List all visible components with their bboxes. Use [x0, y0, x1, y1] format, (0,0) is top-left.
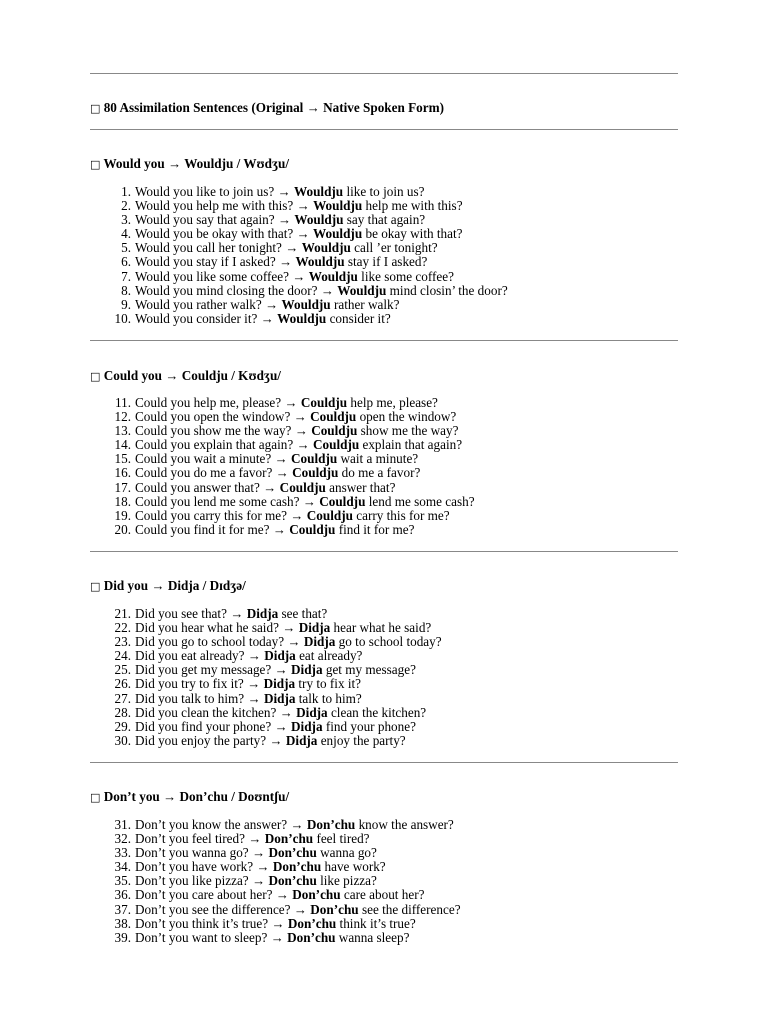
sentence-item	[100, 213, 508, 227]
sentence-item	[100, 860, 461, 874]
box-icon: □	[90, 158, 101, 171]
original-sentence: Could you do me a favor? →	[135, 465, 289, 481]
spoken-form: Couldju	[300, 395, 348, 410]
item-number: 17.	[114, 479, 131, 495]
original-sentence: Would you help me with this? →	[135, 198, 310, 214]
original-sentence: Could you help me, please? →	[135, 395, 298, 410]
item-number: 7.	[121, 268, 131, 284]
original-sentence: Did you go to school today? →	[135, 634, 301, 650]
sentence-item	[100, 481, 475, 495]
spoken-form: Couldju	[311, 423, 358, 439]
item-number: 19.	[114, 507, 131, 523]
sentence-list	[100, 607, 442, 748]
spoken-form: Didja	[291, 662, 323, 678]
sentence-remainder: call ’er tonight?	[354, 240, 438, 256]
item-number: 12.	[114, 409, 131, 425]
sentence-remainder: consider it?	[329, 310, 391, 326]
original-sentence: Would you mind closing the door? →	[135, 282, 334, 298]
spoken-form: Didja	[285, 732, 318, 748]
original-sentence: Don’t you like pizza? →	[135, 873, 266, 889]
section-heading	[90, 368, 281, 385]
original-sentence: Could you lend me some cash? →	[135, 493, 316, 509]
sentence-item	[100, 241, 508, 255]
sentence-item	[100, 874, 461, 888]
sentence-item	[100, 312, 508, 326]
spoken-form: Don’chu	[264, 831, 314, 847]
divider	[90, 73, 678, 74]
sentence-remainder: find your phone?	[325, 718, 416, 734]
sentence-item	[100, 523, 475, 537]
sentence-item	[100, 466, 475, 480]
item-number: 27.	[114, 690, 131, 706]
divider	[90, 551, 678, 552]
original-sentence: Did you see that? →	[135, 606, 244, 621]
sentence-remainder: know the answer?	[358, 817, 454, 832]
item-number: 18.	[114, 493, 131, 509]
box-icon: □	[90, 791, 101, 804]
item-number: 32.	[114, 831, 131, 847]
spoken-form: Wouldju	[281, 296, 331, 312]
spoken-form: Didja	[303, 634, 336, 650]
original-sentence: Did you talk to him? →	[135, 690, 261, 706]
spoken-form: Didja	[264, 648, 296, 664]
spoken-form: Wouldju	[294, 184, 344, 199]
sentence-item	[100, 424, 475, 438]
section-heading-text: Would you → Wouldju / Wʊdʒu/	[103, 156, 290, 171]
sentence-item	[100, 903, 461, 917]
item-number: 4.	[121, 226, 131, 242]
sentence-item	[100, 607, 442, 621]
sentence-remainder: enjoy the party?	[320, 732, 406, 748]
spoken-form: Wouldju	[308, 268, 358, 284]
spoken-form: Didja	[263, 676, 296, 692]
spoken-form: Couldju	[291, 451, 338, 467]
item-number: 6.	[121, 254, 131, 270]
sentence-remainder: open the window?	[359, 409, 457, 425]
sentence-remainder: get my message?	[325, 662, 416, 678]
spoken-form: Don’chu	[272, 859, 322, 875]
original-sentence: Would you consider it? →	[135, 310, 274, 326]
box-icon: □	[90, 580, 101, 593]
spoken-form: Didja	[298, 620, 331, 636]
spoken-form: Don’chu	[268, 873, 317, 889]
item-number: 2.	[121, 198, 131, 214]
item-number: 1.	[121, 184, 131, 199]
sentence-item	[100, 649, 442, 663]
original-sentence: Did you enjoy the party? →	[135, 732, 283, 748]
sentence-item	[100, 509, 475, 523]
spoken-form: Couldju	[289, 521, 336, 537]
sentence-item	[100, 438, 475, 452]
item-number: 38.	[114, 915, 131, 931]
sentence-item	[100, 734, 442, 748]
spoken-form: Wouldju	[337, 282, 387, 298]
spoken-form: Don’chu	[287, 929, 336, 945]
item-number: 16.	[114, 465, 131, 481]
spoken-form: Couldju	[306, 507, 353, 523]
sentence-remainder: rather walk?	[333, 296, 400, 312]
spoken-form: Didja	[263, 690, 296, 706]
sentence-remainder: eat already?	[299, 648, 363, 664]
sentence-remainder: help me with this?	[365, 198, 463, 214]
original-sentence: Would you like some coffee? →	[135, 268, 306, 284]
original-sentence: Don’t you know the answer? →	[135, 817, 304, 832]
original-sentence: Don’t you see the difference? →	[135, 901, 307, 917]
original-sentence: Don’t you feel tired? →	[135, 831, 262, 847]
original-sentence: Did you eat already? →	[135, 648, 261, 664]
sentence-item	[100, 227, 508, 241]
box-icon: □	[90, 370, 101, 383]
sentence-remainder: answer that?	[329, 479, 396, 495]
sentence-remainder: mind closin’ the door?	[389, 282, 508, 298]
sentence-list	[100, 818, 461, 945]
original-sentence: Could you wait a minute? →	[135, 451, 288, 467]
sentence-item	[100, 185, 508, 199]
divider	[90, 340, 678, 341]
spoken-form: Wouldju	[295, 254, 345, 270]
original-sentence: Did you hear what he said? →	[135, 620, 296, 636]
sentence-item	[100, 846, 461, 860]
spoken-form: Couldju	[313, 437, 360, 453]
section-heading-text: Could you → Couldju / Kʊdʒu/	[103, 368, 281, 383]
item-number: 20.	[114, 521, 131, 537]
sentence-remainder: say that again?	[346, 212, 426, 228]
document-title-text: 80 Assimilation Sentences (Original → Native Spoken Form)	[103, 100, 445, 115]
item-number: 28.	[114, 704, 131, 720]
divider	[90, 762, 678, 763]
spoken-form: Couldju	[292, 465, 339, 481]
sentence-remainder: wanna sleep?	[338, 929, 410, 945]
sentence-item	[100, 931, 461, 945]
spoken-form: Didja	[291, 718, 323, 734]
sentence-remainder: wait a minute?	[340, 451, 419, 467]
spoken-form: Don’chu	[292, 887, 341, 903]
original-sentence: Don’t you wanna go? →	[135, 845, 266, 861]
original-sentence: Don’t you think it’s true? →	[135, 915, 285, 931]
section-heading	[90, 578, 246, 595]
item-number: 9.	[121, 296, 131, 312]
item-number: 35.	[114, 873, 131, 889]
sentence-remainder: do me a favor?	[341, 465, 421, 481]
spoken-form: Couldju	[319, 493, 366, 509]
spoken-form: Couldju	[279, 479, 326, 495]
sentence-remainder: care about her?	[343, 887, 425, 903]
item-number: 29.	[114, 718, 131, 734]
section-heading	[90, 156, 289, 173]
sentence-remainder: find it for me?	[338, 521, 415, 537]
spoken-form: Wouldju	[301, 240, 351, 256]
spoken-form: Didja	[246, 606, 279, 621]
sentence-remainder: hear what he said?	[333, 620, 432, 636]
sentence-item	[100, 452, 475, 466]
original-sentence: Could you show me the way? →	[135, 423, 308, 439]
item-number: 31.	[114, 817, 131, 832]
sentence-remainder: like to join us?	[346, 184, 425, 199]
sentence-remainder: see that?	[281, 606, 328, 621]
original-sentence: Would you like to join us? →	[135, 184, 291, 199]
item-number: 10.	[114, 310, 131, 326]
original-sentence: Don’t you care about her? →	[135, 887, 289, 903]
spoken-form: Wouldju	[313, 226, 363, 242]
spoken-form: Wouldju	[313, 198, 363, 214]
item-number: 11.	[115, 395, 131, 410]
sentence-remainder: think it’s true?	[339, 915, 416, 931]
sentence-item	[100, 255, 508, 269]
spoken-form: Wouldju	[277, 310, 327, 326]
original-sentence: Would you call her tonight? →	[135, 240, 299, 256]
section-heading-text: Did you → Didja / Dɪdʒə/	[103, 578, 246, 593]
original-sentence: Would you rather walk? →	[135, 296, 279, 312]
original-sentence: Would you stay if I asked? →	[135, 254, 293, 270]
item-number: 13.	[114, 423, 131, 439]
original-sentence: Don’t you want to sleep? →	[135, 929, 284, 945]
original-sentence: Did you try to fix it? →	[135, 676, 261, 692]
sentence-item	[100, 692, 442, 706]
section-heading-text: Don’t you → Don’chu / Doʊntʃu/	[103, 789, 290, 804]
item-number: 23.	[114, 634, 131, 650]
original-sentence: Could you explain that again? →	[135, 437, 310, 453]
spoken-form: Don’chu	[310, 901, 359, 917]
original-sentence: Did you get my message? →	[135, 662, 288, 678]
item-number: 25.	[114, 662, 131, 678]
spoken-form: Couldju	[310, 409, 357, 425]
sentence-list	[100, 185, 508, 326]
sentence-item	[100, 410, 475, 424]
sentence-item	[100, 284, 508, 298]
sentence-item	[100, 888, 461, 902]
item-number: 36.	[114, 887, 131, 903]
item-number: 30.	[114, 732, 131, 748]
original-sentence: Could you find it for me? →	[135, 521, 286, 537]
sentence-remainder: wanna go?	[320, 845, 377, 861]
sentence-item	[100, 396, 475, 410]
spoken-form: Don’chu	[268, 845, 317, 861]
original-sentence: Don’t you have work? →	[135, 859, 270, 875]
sentence-remainder: like some coffee?	[361, 268, 454, 284]
item-number: 8.	[121, 282, 131, 298]
item-number: 26.	[114, 676, 131, 692]
sentence-remainder: show me the way?	[360, 423, 459, 439]
box-icon: □	[90, 102, 101, 115]
spoken-form: Don’chu	[306, 817, 356, 832]
divider	[90, 129, 678, 130]
original-sentence: Did you clean the kitchen? →	[135, 704, 293, 720]
item-number: 33.	[114, 845, 131, 861]
original-sentence: Could you answer that? →	[135, 479, 277, 495]
sentence-item	[100, 621, 442, 635]
sentence-item	[100, 917, 461, 931]
item-number: 39.	[114, 929, 131, 945]
sentence-item	[100, 720, 442, 734]
sentence-remainder: like pizza?	[320, 873, 377, 889]
sentence-item	[100, 635, 442, 649]
spoken-form: Didja	[296, 704, 328, 720]
item-number: 37.	[114, 901, 131, 917]
sentence-remainder: help me, please?	[350, 395, 438, 410]
item-number: 14.	[114, 437, 131, 453]
spoken-form: Don’chu	[287, 915, 337, 931]
sentence-item	[100, 298, 508, 312]
item-number: 5.	[121, 240, 131, 256]
original-sentence: Would you say that again? →	[135, 212, 292, 228]
sentence-remainder: be okay with that?	[365, 226, 463, 242]
sentence-remainder: feel tired?	[316, 831, 370, 847]
section-heading	[90, 789, 289, 806]
sentence-item	[100, 818, 461, 832]
spoken-form: Wouldju	[294, 212, 344, 228]
document-title	[90, 100, 444, 117]
original-sentence: Did you find your phone? →	[135, 718, 288, 734]
sentence-item	[100, 677, 442, 691]
item-number: 21.	[114, 606, 131, 621]
sentence-item	[100, 832, 461, 846]
original-sentence: Would you be okay with that? →	[135, 226, 310, 242]
sentence-list	[100, 396, 475, 537]
item-number: 34.	[114, 859, 131, 875]
sentence-remainder: lend me some cash?	[368, 493, 475, 509]
sentence-item	[100, 495, 475, 509]
item-number: 15.	[114, 451, 131, 467]
sentence-remainder: try to fix it?	[298, 676, 362, 692]
item-number: 24.	[114, 648, 131, 664]
sentence-remainder: stay if I asked?	[347, 254, 428, 270]
sentence-remainder: explain that again?	[362, 437, 463, 453]
sentence-remainder: have work?	[324, 859, 386, 875]
sentence-remainder: carry this for me?	[356, 507, 450, 523]
sentence-remainder: clean the kitchen?	[330, 704, 427, 720]
item-number: 22.	[114, 620, 131, 636]
sentence-item	[100, 199, 508, 213]
sentence-item	[100, 706, 442, 720]
item-number: 3.	[121, 212, 131, 228]
sentence-remainder: see the difference?	[361, 901, 461, 917]
original-sentence: Could you open the window? →	[135, 409, 307, 425]
original-sentence: Could you carry this for me? →	[135, 507, 304, 523]
sentence-remainder: go to school today?	[338, 634, 442, 650]
sentence-item	[100, 663, 442, 677]
sentence-remainder: talk to him?	[298, 690, 362, 706]
sentence-item	[100, 270, 508, 284]
